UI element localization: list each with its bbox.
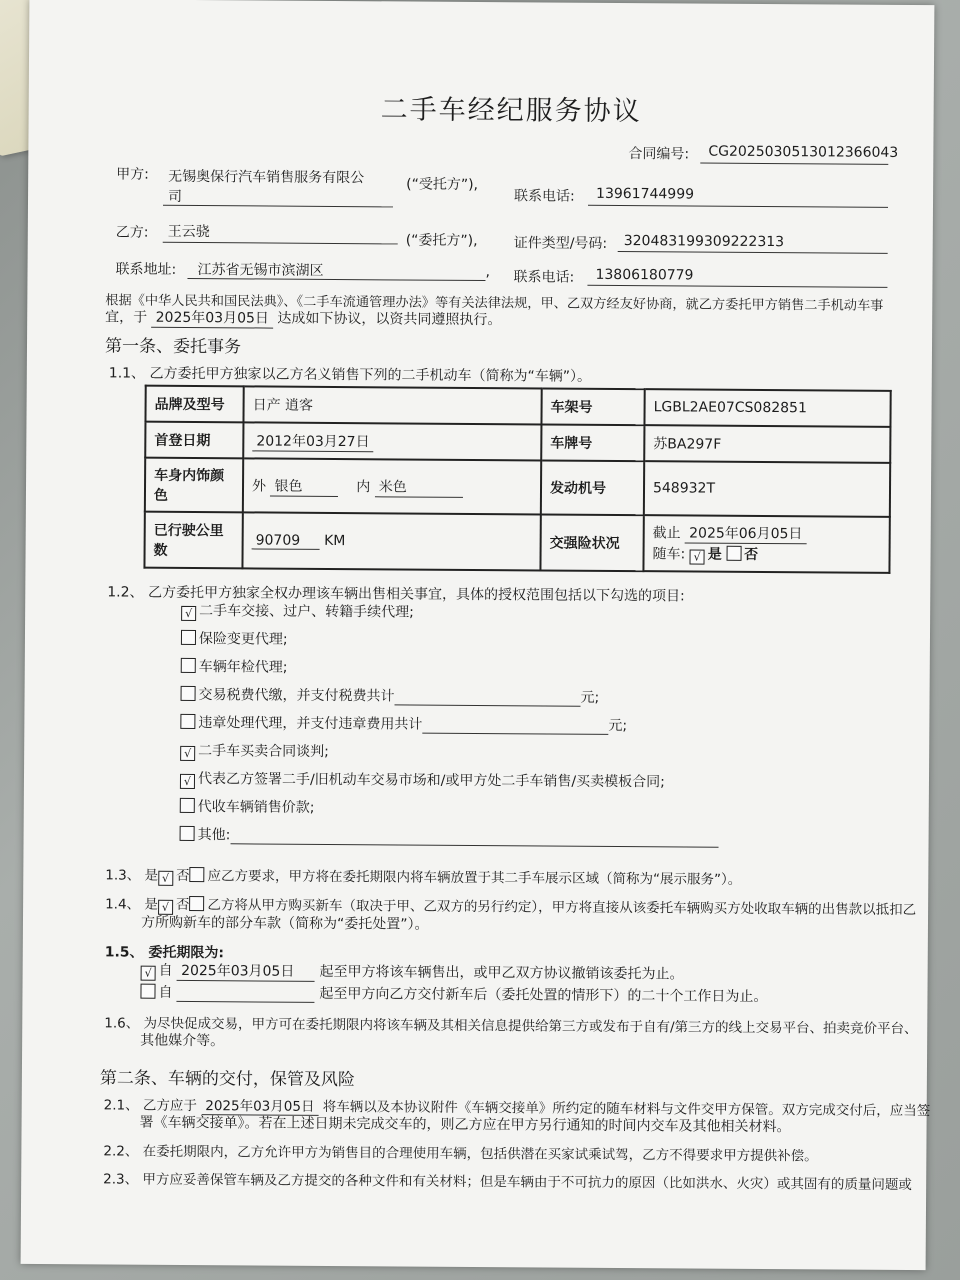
document-title: 二手车经纪服务协议 bbox=[380, 94, 642, 128]
party-a-phone: 13961744999 bbox=[596, 185, 695, 203]
int-prefix: 内 bbox=[356, 478, 371, 495]
party-a-label: 甲方: bbox=[116, 166, 149, 183]
option-0 bbox=[181, 600, 414, 623]
clause-2-1-prefix: 2.1、 乙方应于 bbox=[103, 1097, 198, 1115]
intro-line2 bbox=[105, 306, 501, 330]
contract-sheet bbox=[21, 0, 935, 1270]
address: 江苏省无锡市滨湖区 bbox=[197, 262, 324, 279]
party-a-role: (“受托方”), bbox=[406, 176, 479, 193]
address-label: 联系地址: bbox=[115, 261, 177, 278]
party-a-phone-label: 联系电话: bbox=[514, 188, 575, 205]
option-1 bbox=[181, 628, 288, 649]
clause-1-3-no-checkbox[interactable] bbox=[190, 867, 205, 882]
party-b-role: (“委托方”), bbox=[405, 232, 478, 249]
option-8-checkbox[interactable] bbox=[180, 826, 195, 841]
option-5-checkbox[interactable] bbox=[180, 746, 195, 761]
option-3 bbox=[181, 684, 600, 707]
int-color: 米色 bbox=[375, 476, 463, 498]
option-5 bbox=[180, 740, 329, 762]
intro-line1: 根据《中华人民共和国民法典》、《二手车流通管理办法》等有关法律法规，甲、乙双方经友好协商，就乙方委托甲方销售二手机动车事 bbox=[105, 293, 884, 314]
option-2 bbox=[181, 656, 288, 677]
party-b-label: 乙方: bbox=[115, 224, 149, 241]
option-4-checkbox[interactable] bbox=[180, 714, 195, 729]
party-b-name: 王云骁 bbox=[167, 223, 210, 241]
mileage-value: 90709 bbox=[252, 532, 320, 549]
option-7-checkbox[interactable] bbox=[180, 798, 195, 813]
option-4-label: 违章处理代理，并支付违章费用共计 bbox=[198, 715, 423, 733]
intro-date: 2025年03月05日 bbox=[152, 307, 273, 329]
clause-1-5-title: 1.5、 委托期限为: bbox=[104, 944, 225, 962]
plate-label: 车牌号 bbox=[541, 424, 644, 461]
option-6 bbox=[180, 768, 665, 792]
party-b-id-label: 证件类型/号码: bbox=[513, 235, 608, 252]
yes-label: 是 bbox=[707, 546, 722, 563]
clause-1-2: 1.2、 乙方委托甲方独家全权办理该车辆出售相关事宜，具体的授权范围包括以下勾选的项目: bbox=[107, 584, 685, 605]
option-1-label: 保险变更代理; bbox=[198, 631, 288, 648]
option-8-label: 其他: bbox=[197, 827, 231, 844]
intro-prefix: 宜，于 bbox=[105, 309, 148, 326]
clause-1-5-opt2 bbox=[140, 982, 767, 1006]
clause-1-5-opt1-checkbox[interactable] bbox=[141, 966, 156, 981]
option-4 bbox=[180, 712, 627, 735]
party-b-id-no: 320483199309222313 bbox=[623, 233, 785, 251]
clause-1-5-opt1 bbox=[141, 960, 684, 985]
clause-1-4-mid: 否 bbox=[175, 896, 190, 913]
clause-1-4-text: 乙方将从甲方购买新车（取决于甲、乙双方的另行约定），甲方将直接从该委托车辆购买方处收取车辆的出售款以抵扣乙 bbox=[207, 897, 917, 919]
clause-1-3-text: 应乙方要求，甲方将在委托期限内将车辆放置于其二手车展示区域（简称为“展示服务”）。 bbox=[207, 868, 742, 888]
color-label: 车身内饰颜色 bbox=[145, 458, 243, 513]
first-reg-value: 2012年03月27日 bbox=[252, 430, 373, 452]
clause-1-4-no-checkbox[interactable] bbox=[189, 896, 204, 911]
no-label: 否 bbox=[744, 546, 759, 563]
clause-1-3 bbox=[105, 863, 741, 889]
clause-1-5-opt1-text: 起至甲方将该车辆售出，或甲乙双方协议撤销该委托为止。 bbox=[319, 963, 684, 983]
option-3-suffix: 元; bbox=[580, 689, 600, 706]
clause-2-1-date: 2025年03月05日 bbox=[201, 1094, 318, 1116]
option-3-checkbox[interactable] bbox=[181, 686, 196, 701]
option-6-checkbox[interactable] bbox=[180, 774, 195, 789]
clause-1-5-opt2-text: 起至甲方向乙方交付新车后（委托处置的情形下）的二十个工作日为止。 bbox=[319, 985, 768, 1006]
with-car-label: 随车: bbox=[652, 546, 686, 563]
option-7 bbox=[180, 796, 315, 817]
contract-no-label: 合同编号: bbox=[628, 146, 690, 163]
option-3-label: 交易税费代缴，并支付税费共计 bbox=[198, 687, 395, 705]
clause-1-5-opt2-prefix: 自 bbox=[158, 984, 173, 1001]
clause-2-1-line2: 署《车辆交接单》。若在上述日期未完成交车的，则乙方应在甲方另行通知的时间内交车及其他相关材料。 bbox=[139, 1114, 791, 1136]
clause-1-5-opt1-date: 2025年03月05日 bbox=[177, 960, 315, 982]
option-4-suffix: 元; bbox=[608, 717, 628, 735]
clause-2-1-text: 将车辆以及本协议附件《车辆交接单》所约定的随车材料与文件交甲方保管。双方完成交付后，应当签 bbox=[322, 1098, 931, 1120]
option-2-checkbox[interactable] bbox=[181, 658, 196, 673]
brand-value: 日产 逍客 bbox=[243, 386, 541, 424]
insurance-label: 交强险状况 bbox=[540, 514, 643, 571]
clause-2-2: 2.2、 在委托期限内，乙方允许甲方为销售目的合理使用车辆，包括供潜在买家试乘试驾，乙方不得要求甲方提供补偿。 bbox=[103, 1143, 818, 1165]
option-2-label: 车辆年检代理; bbox=[198, 659, 288, 676]
option-5-label: 二手车买卖合同谈判; bbox=[198, 743, 329, 760]
ext-color: 银色 bbox=[270, 475, 338, 496]
with-car-no-checkbox[interactable] bbox=[726, 546, 741, 561]
clause-1-4-prefix: 1.4、 是 bbox=[105, 896, 158, 913]
clause-1-3-yes-checkbox[interactable] bbox=[158, 871, 173, 886]
intro-suffix: 达成如下协议，以资共同遵照执行。 bbox=[277, 310, 502, 329]
plate-value: 苏BA297F bbox=[644, 425, 890, 463]
party-b-phone: 13806180779 bbox=[595, 266, 694, 284]
clause-1-5-opt2-checkbox[interactable] bbox=[140, 984, 155, 999]
clause-1-3-prefix: 1.3、 是 bbox=[105, 867, 159, 884]
clause-1-1: 1.1、 乙方委托甲方独家以乙方名义销售下列的二手机动车（简称为“车辆”）。 bbox=[108, 365, 592, 385]
mileage-unit: KM bbox=[324, 532, 346, 549]
party-a-name-line2: 司 bbox=[167, 188, 183, 205]
option-8 bbox=[180, 824, 719, 848]
option-0-checkbox[interactable] bbox=[181, 606, 196, 621]
party-a-name-line1: 无锡奥保行汽车销售服务有限公 bbox=[168, 168, 365, 187]
section2-title: 第二条、车辆的交付，保管及风险 bbox=[99, 1068, 355, 1091]
address-comma: , bbox=[485, 264, 491, 281]
clause-1-6-line2: 其他媒介等。 bbox=[140, 1032, 225, 1050]
vehicle-table bbox=[143, 385, 891, 574]
first-reg-label: 首登日期 bbox=[145, 422, 243, 459]
vin-value: LGBL2AE07CS082851 bbox=[644, 389, 890, 427]
clause-2-3: 2.3、 甲方应妥善保管车辆及乙方提交的各种文件和有关材料；但是车辆由于不可抗力的原因（比如洪水、火灾）或其固有的质量问题或 bbox=[103, 1171, 912, 1194]
option-6-label: 代表乙方签署二手/旧机动车交易市场和/或甲方处二手车销售/买卖模板合同; bbox=[197, 771, 665, 791]
party-b-phone-label: 联系电话: bbox=[513, 269, 575, 286]
option-7-label: 代收车辆销售价款; bbox=[197, 799, 315, 816]
section1-title: 第一条、委托事务 bbox=[104, 336, 242, 358]
insurance-until-prefix: 截止 bbox=[652, 525, 681, 542]
brand-label: 品牌及型号 bbox=[145, 386, 243, 423]
clause-1-5-opt1-prefix: 自 bbox=[158, 962, 173, 979]
engine-label: 发动机号 bbox=[541, 460, 644, 515]
with-car-yes-checkbox[interactable] bbox=[690, 549, 705, 564]
ext-prefix: 外 bbox=[251, 477, 267, 495]
contract-no: CG2025030513012366043 bbox=[708, 143, 899, 161]
engine-value: 548932T bbox=[644, 461, 890, 517]
insurance-until: 2025年06月05日 bbox=[685, 522, 806, 544]
clause-1-3-mid: 否 bbox=[176, 867, 190, 884]
vin-label: 车架号 bbox=[541, 388, 644, 425]
clause-1-4-line2: 方所购新车的部分车款（简称为“委托处置”）。 bbox=[140, 914, 429, 933]
option-1-checkbox[interactable] bbox=[181, 630, 196, 645]
clause-1-6-line1: 1.6、 为尽快促成交易，甲方可在委托期限内将该车辆及其相关信息提供给第三方或发布于自有/第三方的线上交易平台、拍卖竞价平台、 bbox=[104, 1015, 918, 1038]
option-0-label: 二手车交接、过户、转籍手续代理; bbox=[199, 603, 414, 621]
mileage-label: 已行驶公里数 bbox=[144, 512, 242, 569]
